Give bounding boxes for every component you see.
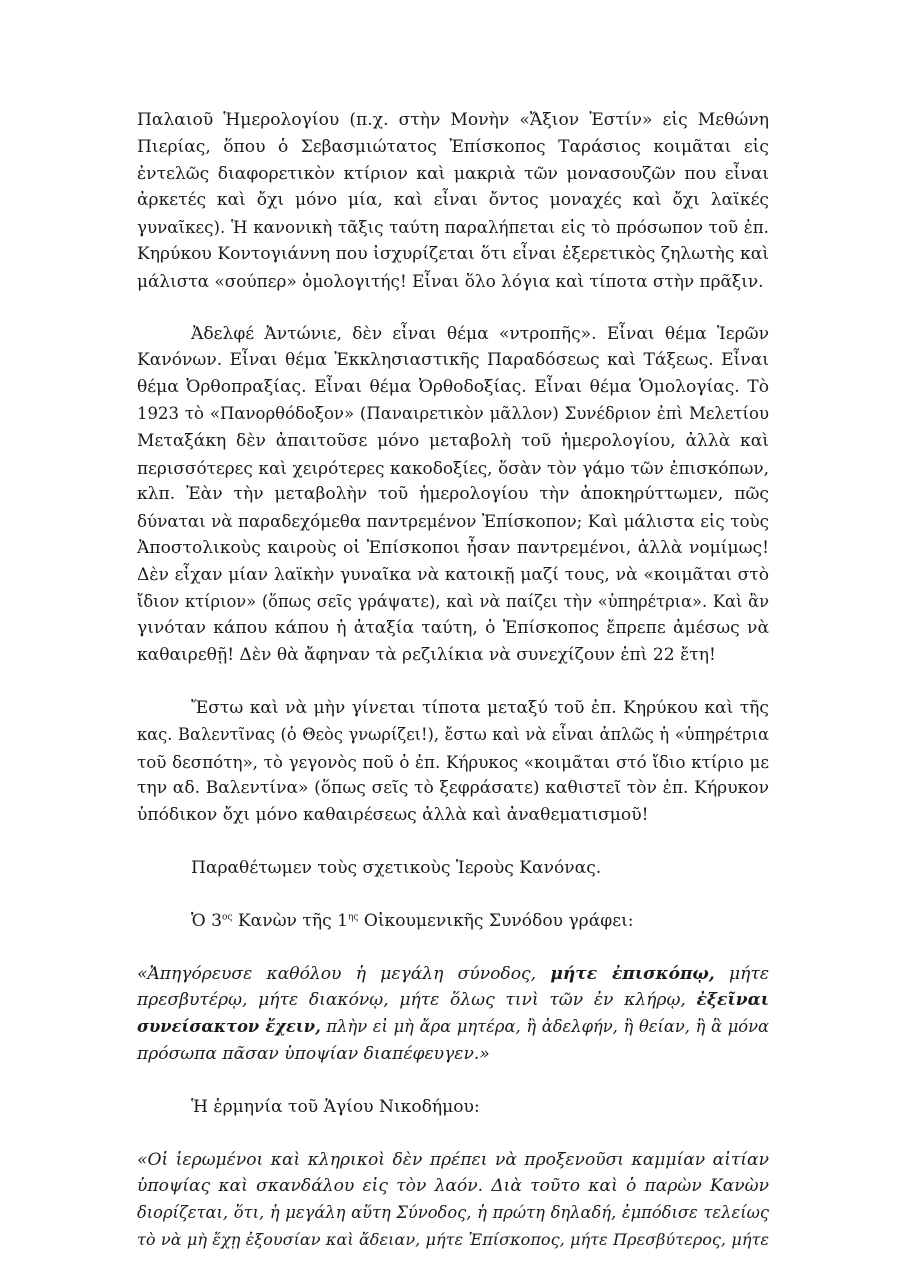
paragraph-1 — [137, 107, 769, 295]
quote-text: μήτε — [714, 963, 770, 984]
text-line: Ἀποστολικοὺς καιροὺς οἱ Ἐπίσκοποι ἦσαν παντρεμένοι, ἀλλὰ νομίμως! — [137, 537, 769, 558]
text-line: ἐντελῶς διαφορετικὸν κτίριον καὶ μακριὰ τῶν μονασουζῶν που εἶναι — [137, 163, 769, 184]
text-line: ὑποψίας καὶ σκανδάλου εἰς τὸν λαόν. Διὰ τοῦτο καὶ ὁ παρὼν Κανὼν — [137, 1176, 769, 1197]
text-line: 1923 τὸ «Πανορθόδοξον» (Παναιρετικὸν μᾶλλον) Συνέδριον ἐπὶ Μελετίου — [137, 403, 769, 423]
ordinal-suffix: ης — [347, 912, 359, 923]
paragraph-gap — [137, 1068, 769, 1094]
paragraph-gap — [137, 1121, 769, 1147]
heading-text: Κανὼν τῆς 1 — [232, 910, 348, 931]
quote-text: πρεσβυτέρῳ, μήτε διακόνῳ, μήτε ὅλως τινὶ τῶν ἐν κλήρῳ, — [137, 990, 697, 1011]
document-page — [137, 107, 769, 1254]
text-line: πρόσωπα πᾶσαν ὑποψίαν διαπέφευγεν.» — [137, 1043, 490, 1064]
text-line: ἴδιον κτίριον» (ὅπως σεῖς γράψατε), καὶ νὰ παίζει τὴν «ὑπηρέτρια». Καὶ ἂν — [137, 591, 769, 611]
paragraph-2 — [137, 321, 769, 669]
text-line: τοῦ δεσπότη», τὸ γεγονὸς ποῦ ὁ ἐπ. Κήρυκος «κοιμᾶται στό ἴδιο κτίριο με — [137, 751, 769, 772]
heading-text: Οἰκουμενικῆς Συνόδου γράφει: — [358, 910, 634, 931]
text-line: περισσότερες καὶ χειρότερες κακοδοξίες, ὅσὰν τὸν γάμο τῶν ἐπισκόπων, — [137, 457, 769, 478]
text-line: ὑπόδικον ὄχι μόνο καθαιρέσεως ἀλλὰ καὶ ἀναθεματισμοῦ! — [137, 805, 649, 826]
text-line: γινόταν κάπου κάπου ἡ ἀταξία ταύτη, ὁ Ἐπίσκοπος ἔπρεπε ἀμέσως νὰ — [137, 618, 769, 639]
canon-heading — [137, 908, 769, 935]
text-line: κας. Βαλεντῖνας (ὁ Θεὸς γνωρίζει!), ἔστω καὶ νὰ εἶναι ἁπλῶς ἡ «ὑπηρέτρια — [137, 724, 769, 744]
text-line: γυναῖκες). Ἡ κανονικὴ τᾶξις ταύτη παραλήπεται εἰς τὸ πρόσωπον τοῦ ἐπ. — [137, 217, 769, 238]
text-line: κλπ. Ἐὰν τὴν μεταβολὴν τοῦ ἡμερολογίου τὴν ἀποκηρύττωμεν, πῶς — [137, 484, 769, 505]
quote-text: «Ἀπηγόρευσε καθόλου ἡ μεγάλη σύνοδος, — [137, 963, 551, 984]
text-line — [137, 961, 769, 988]
quote-text: πλὴν εἰ μὴ ἄρα μητέρα, ἢ ἀδελφήν, ἢ θείαν, ἢ ἃ μόνα — [320, 1017, 769, 1037]
text-line: Ἔστω καὶ νὰ μὴν γίνεται τίποτα μεταξύ τοῦ ἐπ. Κηρύκου καὶ τῆς — [191, 697, 769, 718]
paragraph-gap — [137, 882, 769, 908]
text-line: την αδ. Βαλεντίνα» (ὅπως σεῖς τὸ ξεφράσατε) καθιστεῖ τὸν ἐπ. Κήρυκον — [137, 778, 769, 799]
text-line: Παλαιοῦ Ἡμερολογίου (π.χ. στὴν Μονὴν «Ἄξιον Ἐστίν» εἰς Μεθώνη — [137, 110, 769, 130]
paragraph-gap — [137, 295, 769, 321]
text-line: διορίζεται, ὅτι, ἡ μεγάλη αὕτη Σύνοδος, ἡ πρώτη δηλαδή, ἐμπόδισε τελείως — [137, 1203, 769, 1223]
paragraph-7 — [137, 1094, 769, 1121]
text-line: Παραθέτωμεν τοὺς σχετικοὺς Ἱεροὺς Κανόνας. — [191, 857, 602, 878]
paragraph-gap — [137, 935, 769, 961]
paragraph-5 — [137, 908, 769, 935]
text-line: Ἀδελφέ Ἀντώνιε, δὲν εἶναι θέμα «ντροπῆς». Εἶναι θέμα Ἱερῶν — [191, 323, 769, 344]
paragraph-3 — [137, 695, 769, 829]
heading-text: Ὁ 3 — [191, 910, 222, 931]
quote-emphasis: μήτε ἐπισκόπῳ, — [550, 963, 715, 984]
commentary-quotation — [137, 1147, 769, 1254]
text-line: «Οἱ ἱερωμένοι καὶ κληρικοὶ δὲν πρέπει νὰ προξενοῦσι καμμίαν αἰτίαν — [137, 1149, 769, 1170]
text-line: Ἡ ἑρμηνία τοῦ Ἁγίου Νικοδήμου: — [191, 1096, 480, 1117]
quote-emphasis: συνείσακτον ἔχειν, — [137, 1017, 321, 1037]
text-line — [137, 1014, 769, 1041]
text-line: Μεταξάκη δὲν ἀπαιτοῦσε μόνο μεταβολὴ τοῦ ἡμερολογίου, ἀλλὰ καὶ — [137, 430, 769, 451]
text-line: μάλιστα «σούπερ» ὁμολογιτής! Εἶναι ὅλο λόγια καὶ τίποτα στὴν πρᾶξιν. — [137, 270, 764, 291]
text-line — [137, 987, 769, 1014]
ordinal-suffix: ος — [222, 912, 233, 923]
paragraph-4 — [137, 855, 769, 882]
canon-quotation — [137, 961, 769, 1068]
text-line: Κηρύκου Κοντογιάννη που ἰσχυρίζεται ὅτι εἶναι ἐξερετικὸς ζηλωτὴς καὶ — [137, 243, 769, 264]
text-line: καθαιρεθῇ! Δὲν θὰ ἄφηναν τὰ ρεζιλίκια νὰ συνεχίζουν ἐπὶ 22 ἔτη! — [137, 645, 716, 666]
text-line: δύναται νὰ παραδεχόμεθα παντρεμένον Ἐπίσκοπον; Καὶ μάλιστα εἰς τοὺς — [137, 511, 769, 532]
text-line: θέμα Ὀρθοπραξίας. Εἶναι θέμα Ὀρθοδοξίας. Εἶναι θέμα Ὁμολογίας. Τὸ — [137, 377, 769, 398]
text-line: Πιερίας, ὅπου ὁ Σεβασμιώτατος Ἐπίσκοπος Ταράσιος κοιμᾶται εἰς — [137, 136, 769, 157]
text-line: Δὲν εἶχαν μίαν λαϊκὴν γυναῖκα νὰ κατοικῇ μαζί τους, νὰ «κοιμᾶται στὸ — [137, 564, 769, 585]
paragraph-gap — [137, 669, 769, 695]
quote-emphasis: ἐξεῖναι — [696, 990, 769, 1011]
text-line: τὸ νὰ μὴ ἔχῃ ἐξουσίαν καὶ ἄδειαν, μήτε Ἐπίσκοπος, μήτε Πρεσβύτερος, μήτε — [137, 1229, 769, 1249]
text-line: Κανόνων. Εἶναι θέμα Ἐκκλησιαστικῆς Παραδόσεως καὶ Τάξεως. Εἶναι — [137, 350, 769, 371]
text-line: ἀρκετές καὶ ὄχι μόνο μία, καὶ εἶναι ὄντος μοναχές καὶ ὄχι λαϊκές — [137, 190, 769, 211]
paragraph-gap — [137, 829, 769, 855]
